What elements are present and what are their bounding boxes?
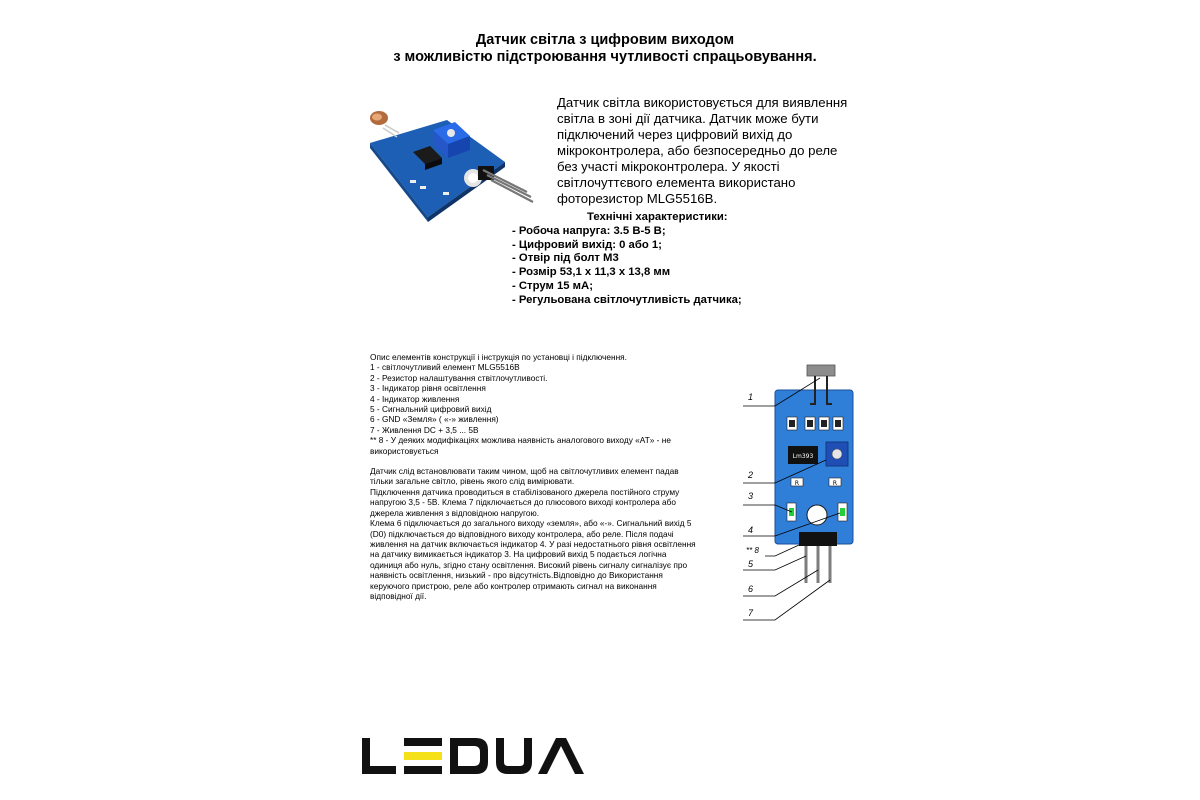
diagram-resistor-left-label: R	[794, 480, 800, 487]
diagram-photoresistor	[807, 365, 835, 376]
instruction-line: керуючого пристрою, реле або контролер отримають сигнал на виконання	[370, 580, 657, 591]
description-line: використовується	[370, 445, 439, 456]
intro-line: мікроконтролера, або безпосередньо до реле	[557, 143, 838, 158]
intro-line: світлочуттєвого елемента використано	[557, 175, 796, 190]
description-line: ** 8 - У деяких модифікаціях можлива наявність аналогового виходу «AT» - не	[370, 435, 671, 446]
intro-line: світла в зоні дії датчика. Датчик може бути	[557, 111, 819, 126]
module-diagram	[735, 360, 865, 625]
spec-item: - Цифровий вихід: 0 або 1;	[512, 238, 662, 251]
document-title	[0, 32, 1200, 66]
diagram-header	[799, 532, 837, 546]
paragraph-gap	[370, 456, 750, 466]
instruction-line: напругою 3,5 - 5В. Клема 7 підключається до плюсового виході контролера або	[370, 497, 676, 508]
sensor-module-photo	[355, 100, 535, 225]
instruction-line: джерела живлення з відповідною напругою.	[370, 507, 540, 518]
description-line: 5 - Сигнальний цифровий вихід	[370, 404, 492, 415]
description-line: 7 - Живлення DC + 3,5 ... 5В	[370, 424, 479, 435]
spec-item: - Регульована світлочутливість датчика;	[512, 293, 742, 306]
specifications-title: Технічні характеристики:	[587, 211, 728, 223]
instruction-line: живлення на датчик включається індикатор 4. У разі недостатнього рівня освітлення	[370, 538, 696, 549]
description-block	[370, 352, 750, 601]
callout-6: 6	[748, 584, 754, 594]
intro-line: фоторезистор MLG5516B.	[557, 191, 718, 206]
description-line: 3 - Індикатор рівня освітлення	[370, 383, 486, 394]
title-line-2: з можливістю підстроювання чутливості спрацьовування.	[393, 49, 817, 65]
instruction-line: відповідної дії.	[370, 590, 427, 601]
title-line-1: Датчик світла з цифровим виходом	[475, 32, 735, 48]
diagram-mount-hole	[807, 505, 827, 525]
callout-2: 2	[748, 470, 754, 480]
callout-3: 3	[748, 491, 754, 501]
instruction-line: (D0) підключається до відповідного виходу контролера, або реле. Після подачі	[370, 528, 674, 539]
logo-accent-bar	[404, 752, 442, 760]
instruction-line: Клема 6 підключається до загального виходу «земля», або «-». Сигнальний вихід 5	[370, 518, 692, 529]
diagram-resistor-right-label: R	[832, 480, 838, 487]
instruction-line: на датчику вимикається індикатор 3. На цифровий вихід 5 подається логічна	[370, 549, 667, 560]
description-line: Опис елементів конструкції і інструкція по установці і підключення.	[370, 352, 627, 362]
description-line: 4 - Індикатор живлення	[370, 393, 460, 404]
callout-1: 1	[748, 392, 754, 402]
intro-paragraph	[557, 95, 877, 207]
callout-7: 7	[748, 608, 754, 618]
spec-item: - Струм 15 мА;	[512, 279, 593, 292]
callout-8: ** 8	[746, 546, 759, 555]
diagram-chip-label: Lm393	[792, 453, 814, 460]
photo-photoresistor	[370, 111, 399, 137]
callout-5: 5	[748, 559, 754, 569]
instruction-line: тільки загальне світло, рівень якого слід вимірювати.	[370, 476, 575, 487]
intro-line: Датчик світла використовується для виявлення	[557, 95, 848, 110]
instruction-line: Підключення датчика проводиться в стабілізованого джерела постійного струму	[370, 486, 680, 497]
description-line: 6 - GND «Земля» ( «-» живлення)	[370, 414, 499, 425]
callout-4: 4	[748, 525, 754, 535]
spec-item: - Робоча напруга: 3.5 В-5 В;	[512, 224, 666, 237]
instruction-line: Датчик слід встановлювати таким чином, щоб на світлочутливих елемент падав	[370, 466, 679, 477]
spec-item: - Розмір 53,1 x 11,3 x 13,8 мм	[512, 266, 671, 279]
description-line: 2 - Резистор налаштування ствітлочутливості.	[370, 372, 548, 383]
intro-line: підключений через цифровий вихід до	[557, 127, 793, 142]
diagram-resistor-row	[787, 417, 843, 430]
description-line: 1 - світлочутливий елемент MLG5516B	[370, 362, 520, 373]
instruction-line: наявність освітлення, низький - про відсутність.Відповідно до Використання	[370, 570, 663, 581]
intro-line: без участі мікроконтролера. У якості	[557, 159, 780, 174]
spec-item: - Отвір під болт М3	[512, 252, 619, 265]
photo-header-pins	[478, 166, 533, 202]
instruction-line: одиниця або нуль, згідно стану освітлення. Високий рівень сигналу сигналізує про	[370, 559, 688, 570]
ledua-logo	[362, 736, 586, 776]
specifications	[512, 211, 832, 308]
